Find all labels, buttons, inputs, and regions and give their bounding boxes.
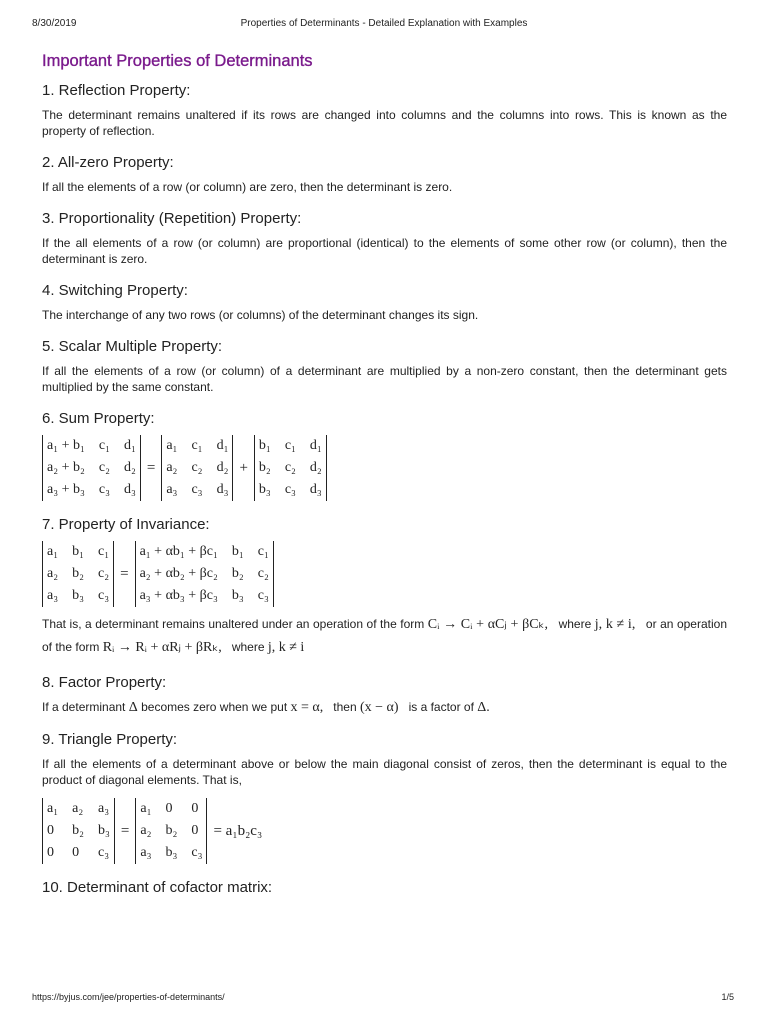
matrix-cell: d₃ [309, 482, 322, 497]
invariance-explanation [42, 613, 727, 659]
matrix-cell: d₂ [216, 460, 229, 475]
text-run: is a factor of [408, 700, 474, 714]
section-scalar-multiple [42, 337, 727, 395]
section-text: The determinant remains unaltered if its rows are changed into columns and the columns into rows. This is known as the property of reflection. [42, 108, 727, 138]
section-triangle [42, 730, 727, 864]
page-url: https://byjus.com/jee/properties-of-determinants/ [32, 992, 225, 1002]
section-text: The interchange of any two rows (or columns) of the determinant changes its sign. [42, 308, 479, 322]
matrix-cell: b₂ [165, 823, 178, 838]
matrix-cell: c₁ [257, 544, 269, 559]
math-expression: Δ [128, 700, 138, 715]
matrix-cell: 0 [165, 801, 173, 816]
matrix-cell: 0 [47, 823, 54, 838]
matrix-cell: a₁ [47, 544, 59, 559]
equals-sign: = [120, 822, 130, 839]
matrix-cell: 0 [47, 845, 54, 860]
matrix-cell: b₁ [72, 544, 84, 559]
text-run: where [558, 617, 592, 631]
matrix-cell: b₃ [98, 823, 110, 838]
matrix-cell: a₂ + αb₂ + βc₂ [139, 566, 218, 581]
matrix-cell: d₁ [309, 438, 322, 453]
matrix-cell: c₂ [98, 566, 110, 581]
section-title: 6. Sum Property: [42, 410, 155, 427]
matrix-cell: a₂ [166, 460, 178, 475]
matrix-cell: 0 [191, 801, 199, 816]
determinant [42, 435, 141, 501]
matrix-cell: c₁ [284, 438, 296, 453]
matrix-cell: c₃ [98, 588, 110, 603]
section-title: 8. Factor Property: [42, 674, 167, 691]
result-expression: = a₁b₂c₃ [213, 822, 263, 839]
plus-sign: + [239, 459, 248, 476]
matrix-cell: b₂ [231, 566, 244, 581]
matrix-cell: c₂ [257, 566, 269, 581]
section-invariance [42, 515, 727, 659]
matrix-cell: c₃ [257, 588, 269, 603]
triangle-equation [42, 798, 727, 864]
matrix-cell: c₃ [284, 482, 296, 497]
section-proportionality [42, 209, 727, 267]
matrix-cell: 0 [72, 845, 80, 860]
page-number: 1/5 [721, 992, 734, 1002]
matrix-cell: b₂ [258, 460, 271, 475]
section-text: If all the elements of a row (or column) are zero, then the determinant is zero. [42, 180, 453, 194]
section-title: 5. Scalar Multiple Property: [42, 338, 223, 355]
section-title: 2. All-zero Property: [42, 154, 174, 171]
section-title: 3. Proportionality (Repetition) Property: [42, 210, 302, 227]
matrix-cell: a₁ + αb₁ + βc₁ [139, 544, 218, 559]
matrix-cell: d₁ [216, 438, 229, 453]
matrix-cell: d₂ [123, 460, 136, 475]
matrix-cell: a₁ [47, 801, 59, 816]
matrix-cell: a₂ [140, 823, 152, 838]
matrix-cell: b₃ [72, 588, 84, 603]
matrix-cell: c₂ [191, 460, 203, 475]
text-run: where [231, 640, 265, 654]
matrix-cell: c₂ [284, 460, 296, 475]
math-expression: j, k ≠ i, [594, 617, 636, 632]
matrix-cell: b₃ [258, 482, 271, 497]
math-expression: (x − α) [359, 700, 399, 715]
matrix-cell: b₃ [231, 588, 244, 603]
determinant [42, 541, 114, 607]
matrix-cell: a₃ + αb₃ + βc₃ [139, 588, 218, 603]
matrix-cell: b₂ [72, 823, 84, 838]
article-content [42, 52, 727, 912]
math-expression: x = α, [290, 700, 324, 715]
matrix-cell: c₁ [191, 438, 203, 453]
matrix-cell: d₃ [216, 482, 229, 497]
matrix-cell: c₃ [98, 482, 110, 497]
equals-sign: = [120, 565, 129, 582]
section-title: 7. Property of Invariance: [42, 516, 210, 533]
section-text: If all the elements of a row (or column) of a determinant are multiplied by a non-zero constant, then the determinant gets multiplied by the same constant. [42, 364, 727, 394]
determinant [161, 435, 233, 501]
matrix-cell: a₃ + b₃ [47, 482, 85, 497]
section-text: If the all elements of a row (or column) are proportional (identical) to the elements of some other row (or column), then the determinant is zero. [42, 236, 727, 266]
print-header [0, 18, 768, 32]
matrix-cell: d₃ [123, 482, 136, 497]
matrix-cell: a₃ [47, 588, 59, 603]
matrix-cell: a₃ [98, 801, 110, 816]
section-title: 9. Triangle Property: [42, 731, 178, 748]
section-title: 10. Determinant of cofactor matrix: [42, 879, 273, 896]
text-run: or an operation of the form [42, 617, 727, 654]
equals-sign: = [146, 459, 156, 476]
section-title: 4. Switching Property: [42, 282, 188, 299]
text-run: then [333, 700, 357, 714]
matrix-cell: c₃ [191, 845, 203, 860]
matrix-cell: d₁ [123, 438, 136, 453]
math-expression: Cᵢ → Cᵢ + αCⱼ + βCₖ, [427, 617, 549, 632]
matrix-cell: a₂ + b₂ [47, 460, 85, 475]
text-run: If a determinant [42, 700, 126, 714]
matrix-cell: c₁ [98, 544, 110, 559]
matrix-cell: a₃ [140, 845, 152, 860]
matrix-cell: a₁ + b₁ [47, 438, 85, 453]
matrix-cell: 0 [191, 823, 199, 838]
matrix-cell: d₂ [309, 460, 322, 475]
invariance-equation [42, 541, 727, 607]
print-date: 8/30/2019 [32, 18, 77, 29]
matrix-cell: a₁ [140, 801, 152, 816]
matrix-cell: a₁ [166, 438, 178, 453]
main-title: Important Properties of Determinants [42, 52, 313, 70]
print-page-title: Properties of Determinants - Detailed Explanation with Examples [240, 18, 528, 29]
determinant [254, 435, 327, 501]
matrix-cell: c₂ [98, 460, 110, 475]
text-run: That is, a determinant remains unaltered under an operation of the form [42, 617, 425, 631]
matrix-cell: a₂ [72, 801, 84, 816]
math-expression: Rᵢ → Rᵢ + αRⱼ + βRₖ, [102, 640, 222, 655]
matrix-cell: c₃ [98, 845, 110, 860]
section-reflection [42, 81, 727, 139]
matrix-cell: b₂ [72, 566, 84, 581]
matrix-cell: a₂ [47, 566, 59, 581]
section-cofactor [42, 878, 727, 898]
matrix-cell: b₁ [231, 544, 244, 559]
section-title: 1. Reflection Property: [42, 82, 191, 99]
factor-text [42, 699, 727, 716]
matrix-cell: b₃ [165, 845, 178, 860]
sum-equation [42, 435, 727, 501]
text-run: becomes zero when we put [141, 700, 288, 714]
section-switching [42, 281, 727, 323]
print-footer [0, 992, 768, 1006]
matrix-cell: c₃ [191, 482, 203, 497]
section-text: If all the elements of a determinant above or below the main diagonal consist of zeros, then the determinant is equal to the product of diagonal elements. That is, [42, 757, 727, 787]
math-expression: j, k ≠ i [267, 640, 305, 655]
section-all-zero [42, 153, 727, 195]
matrix-cell: b₁ [258, 438, 271, 453]
section-sum [42, 409, 727, 501]
determinant [135, 541, 274, 607]
section-factor [42, 673, 727, 716]
matrix-cell: c₁ [98, 438, 110, 453]
determinant [42, 798, 115, 864]
matrix-cell: a₃ [166, 482, 178, 497]
math-expression: Δ. [477, 700, 490, 715]
determinant [135, 798, 207, 864]
